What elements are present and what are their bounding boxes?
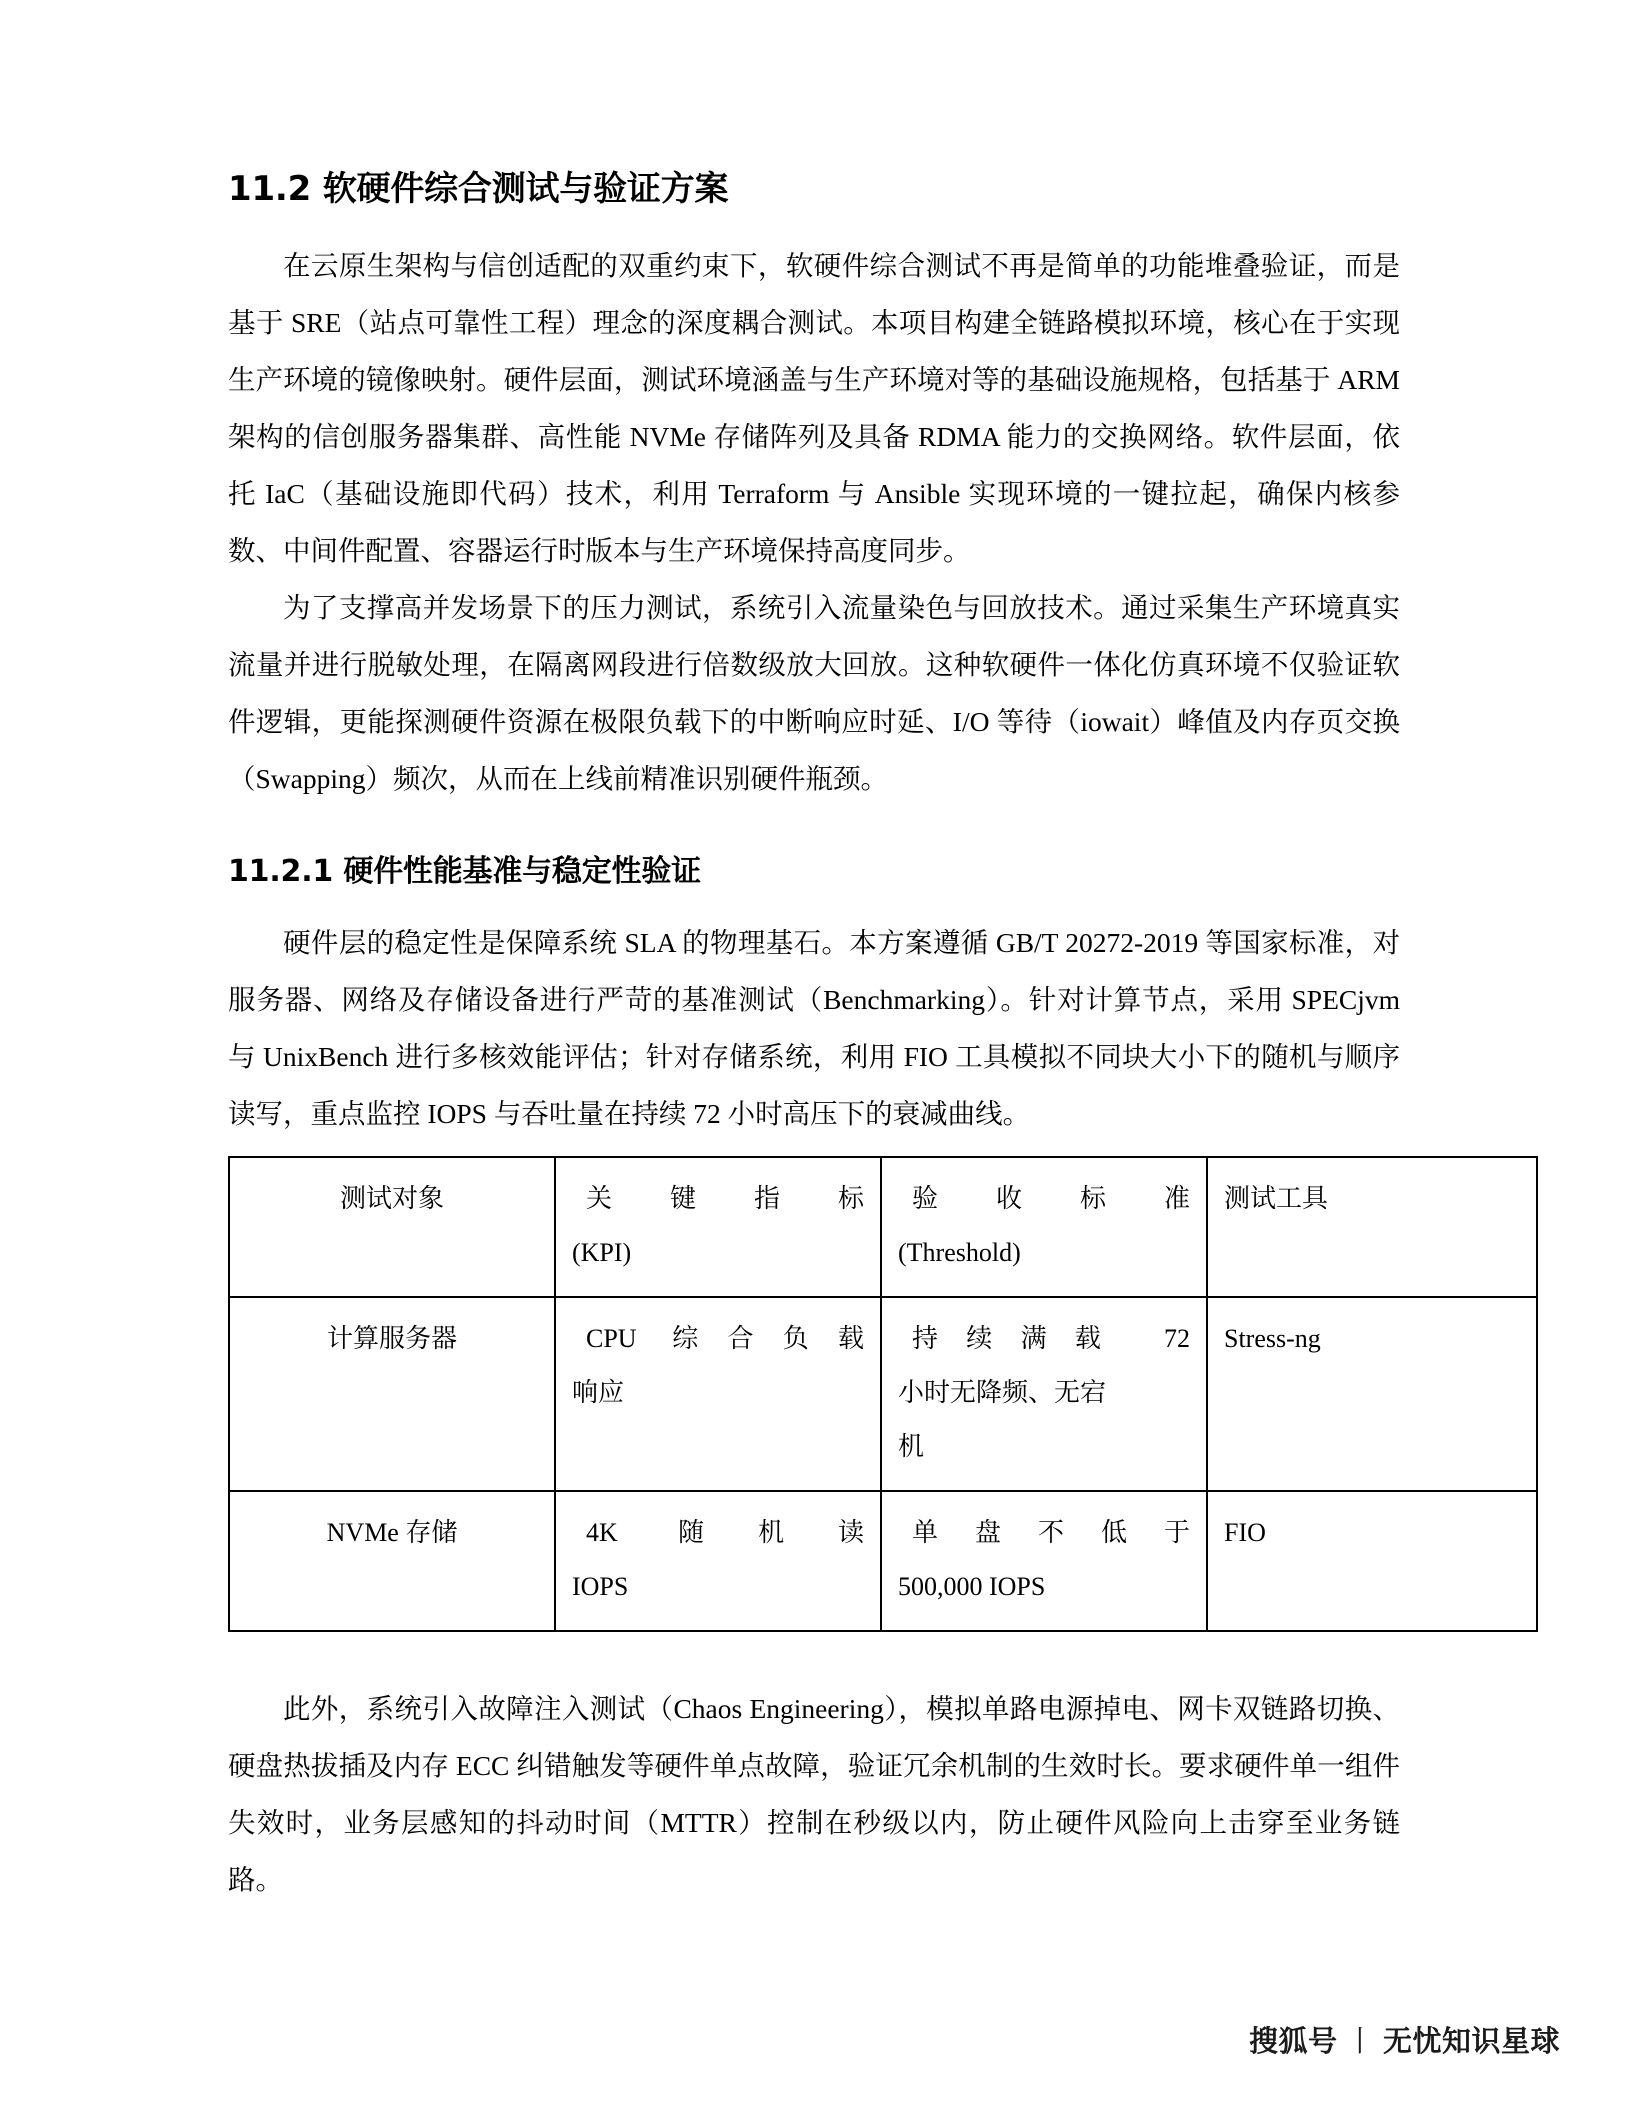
table-cell-kpi-line2: IOPS [572,1572,629,1601]
table-cell-threshold-line3: 机 [898,1432,925,1461]
table-cell-threshold-line2: 小时无降频、无宕 [898,1378,1107,1407]
table-cell-kpi-line1: CPU 综合负载 [586,1324,864,1353]
table-cell-kpi-line1: 4K 随机读 [586,1518,864,1547]
table-header-cell-tool [1207,1157,1537,1297]
paragraph-hardware-benchmark: 硬件层的稳定性是保障系统 SLA 的物理基石。本方案遵循 GB/T 20272-2019 等国家标准，对服务器、网络及存储设备进行严苛的基准测试（Benchmarking）。针对计算节点，采用 SPECjvm 与 UnixBench 进行多核效能评估；针对存储系统，利用 FIO 工具模拟不同块大小下的随机与顺序读写，重点监控 IOPS 与吞吐量在持续 72 小时高压下的衰减曲线。 [228,927,1400,1129]
table-cell-kpi [555,1297,881,1491]
footer-watermark [1249,2019,1560,2060]
table-row [229,1491,1537,1631]
hardware-benchmark-table [228,1156,1538,1632]
watermark-separator: 丨 [1345,2024,1375,2058]
table-header-kpi-sublabel: (KPI) [572,1238,632,1267]
table-header-tool-label: 测试工具 [1224,1184,1329,1213]
table-header-cell-object [229,1157,555,1297]
table-cell-threshold-line1: 单盘不低于 [912,1518,1190,1547]
table-cell-tool-value: FIO [1224,1518,1266,1547]
table-cell-tool-value: Stress-ng [1224,1324,1321,1353]
table-cell-object-value: NVMe 存储 [326,1518,458,1547]
table-cell-threshold [881,1491,1207,1631]
table-row [229,1297,1537,1491]
table-cell-kpi-line2: 响应 [572,1378,625,1407]
table-header-row [229,1157,1537,1297]
paragraph-chaos-engineering: 此外，系统引入故障注入测试（Chaos Engineering），模拟单路电源掉电、网卡双链路切换、硬盘热拔插及内存 ECC 纠错触发等硬件单点故障，验证冗余机制的生效时长。要求硬件单一组件失效时，业务层感知的抖动时间（MTTR）控制在秒级以内，防止硬件风险向上击穿至业务链路。 [228,1693,1400,1895]
watermark-platform-label: 搜狐号 [1248,2024,1338,2058]
table-cell-object-value: 计算服务器 [326,1324,457,1353]
table-header-cell-threshold [881,1157,1207,1297]
table-header-threshold-label: 验收标准 [912,1184,1190,1213]
table-cell-tool [1207,1297,1537,1491]
table-header-kpi-label: 关键指标 [586,1184,864,1213]
document-content [228,168,1400,1908]
table-header-object-label: 测试对象 [339,1184,444,1213]
watermark-account-label: 无忧知识星球 [1382,2024,1560,2058]
table-cell-object [229,1297,555,1491]
table-header-threshold-sublabel: (Threshold) [898,1238,1021,1267]
table-header-cell-kpi [555,1157,881,1297]
table-cell-object [229,1491,555,1631]
table-cell-threshold-line1: 持续满载 72 [912,1324,1190,1353]
paragraph-traffic-replay-stress-test: 为了支撑高并发场景下的压力测试，系统引入流量染色与回放技术。通过采集生产环境真实流量并进行脱敏处理，在隔离网段进行倍数级放大回放。这种软硬件一体化仿真环境不仅验证软件逻辑，更能探测硬件资源在极限负载下的中断响应时延、I/O 等待（iowait）峰值及内存页交换（Swapping）频次，从而在上线前精准识别硬件瓶颈。 [228,591,1400,794]
paragraph-intro-testing-architecture: 在云原生架构与信创适配的双重约束下，软硬件综合测试不再是简单的功能堆叠验证，而是基于 SRE（站点可靠性工程）理念的深度耦合测试。本项目构建全链路模拟环境，核心在于实现生产环境的镜像映射。硬件层面，测试环境涵盖与生产环境对等的基础设施规格，包括基于 ARM 架构的信创服务器集群、高性能 NVMe 存储阵列及具备 RDMA 能力的交换网络。软件层面，依托 IaC（基础设施即代码）技术，利用 Terraform 与 Ansible 实现环境的一键拉起，确保内核参数、中间件配置、容器运行时版本与生产环境保持高度同步。 [228,249,1400,566]
table-cell-kpi [555,1491,881,1631]
table-cell-threshold-line2: 500,000 IOPS [898,1572,1046,1601]
subsection-heading: 11.2.1 硬件性能基准与稳定性验证 [228,853,701,889]
section-heading: 11.2 软硬件综合测试与验证方案 [228,169,729,209]
table-cell-threshold [881,1297,1207,1491]
table-cell-tool [1207,1491,1537,1631]
